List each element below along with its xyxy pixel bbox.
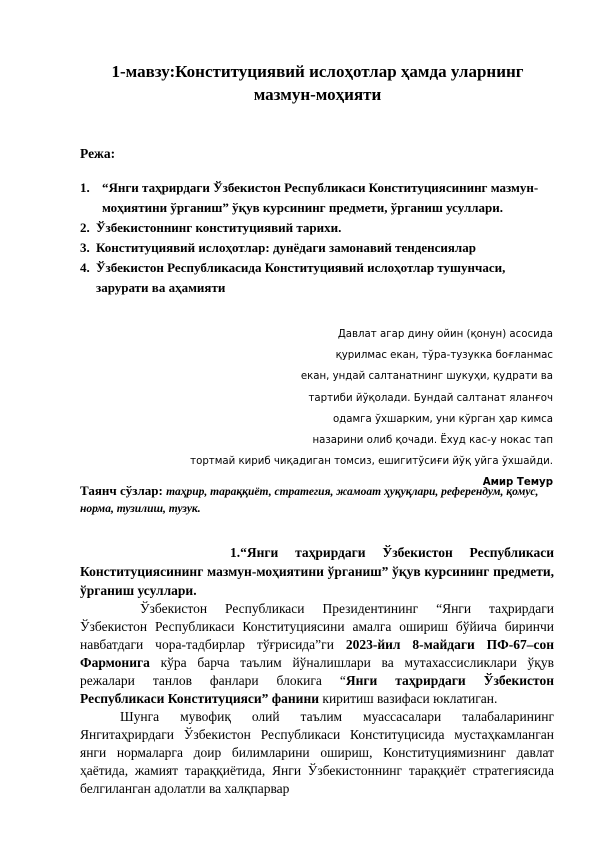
decree-reference: 2023-йил 8-майдаги ПФ-67–сон Фармонига (80, 637, 554, 670)
paragraph-text: кўра барча таълим йўналишлари ва мутахассисликлари ўқув режалари танлов фанлари блокига “ (80, 655, 554, 688)
plan-item (80, 238, 560, 258)
keywords-text: таҳрир, тараққиёт, стратегия, жамоат ҳуқуқлари, референдум, қомус, норма, тузилиш, тузук. (80, 486, 539, 515)
plan-item-text: Конституциявий ислоҳотлар: дунёдаги замонавий тенденсиялар (96, 240, 476, 255)
paragraph (80, 600, 554, 708)
epigraph-line: екан, ундай салтанатнинг шукуҳи, қудрати ва (300, 371, 553, 383)
plan-item-number: 2. (80, 220, 90, 235)
epigraph-line: одамга ўхшарким, уни кўрган ҳар кимса (332, 413, 553, 425)
plan-item (80, 178, 560, 218)
epigraph (133, 324, 553, 494)
page-title: 1-мавзу:Конституциявий ислоҳотлар ҳамда уларнинг мазмун-моҳияти (111, 62, 524, 104)
plan-item-number: 1. (80, 180, 90, 195)
keywords (80, 483, 560, 517)
body-text (80, 600, 554, 798)
paragraph: Шунга мувофиқ олий таълим муассасалари талабаларининг Янгитаҳрирдаги Ўзбекистон Республикаси Конституцисида мустаҳкамланган янги нормаларга доир билимларини ошириш, Конституциямизнинг давлат ҳаётида, жамият тараққиётида, Янги Ўзбекистоннинг тараққиёт стратегиясида белгиланган адолатли ва халқпарвар (80, 709, 554, 796)
plan-item-text: Ўзбекистоннинг конституциявий тарихи. (96, 220, 342, 235)
epigraph-line: тартиби йўқолади. Бундай салтанат яланғоч (308, 392, 553, 404)
plan-item-number: 3. (80, 240, 90, 255)
plan-item-text: Ўзбекистон Республикасида Конституциявий ислоҳотлар тушунчаси, зарурати ва аҳамияти (96, 260, 506, 295)
section-heading: 1.“Янги таҳрирдаги Ўзбекистон Республикаси Конституциясининг мазмун-моҳиятини ўрганиш” ўқув курсининг предмети, ўрганиш усуллари. (80, 545, 554, 598)
epigraph-line: қурилмас екан, тўра-тузукка боғланмас (335, 350, 553, 362)
epigraph-line: Давлат агар дину ойин (қонун) асосида (337, 329, 553, 340)
keywords-label: Таянч сўзлар: (80, 483, 163, 498)
plan-item-text: “Янги таҳрирдаги Ўзбекистон Республикаси Конституциясининг мазмун-моҳиятини ўрганиш” ўқув курсининг предмети, ўрганиш усуллари. (102, 180, 539, 215)
epigraph-author: Амир Темур (482, 477, 553, 489)
plan-item (80, 218, 560, 238)
epigraph-line: назарини олиб қочади. Ёхуд кас-у нокас тап (312, 435, 553, 447)
paragraph-text: киритиш вазифаси юклатиган. (319, 691, 498, 706)
plan-item-number: 4. (80, 260, 90, 275)
course-name: Янги таҳрирдаги Ўзбекистон Республикаси Конституцияси” фанини (80, 673, 554, 706)
epigraph-line: тортмай кириб чиқадиган томсиз, ешигитўсиғи йўқ уйга ўхшайди. (190, 456, 553, 468)
plan-item (80, 258, 560, 298)
plan-list (80, 178, 560, 298)
paragraph-text: Ўзбекистон Республикаси Президентининг “Янги таҳрирдаги Ўзбекистон Республикаси Конституциясини амалга ошириш бўйича биринчи навбатдаги чора-тадбирлар тўғрисида”ги (80, 601, 554, 652)
plan-label: Режа: (80, 146, 116, 161)
